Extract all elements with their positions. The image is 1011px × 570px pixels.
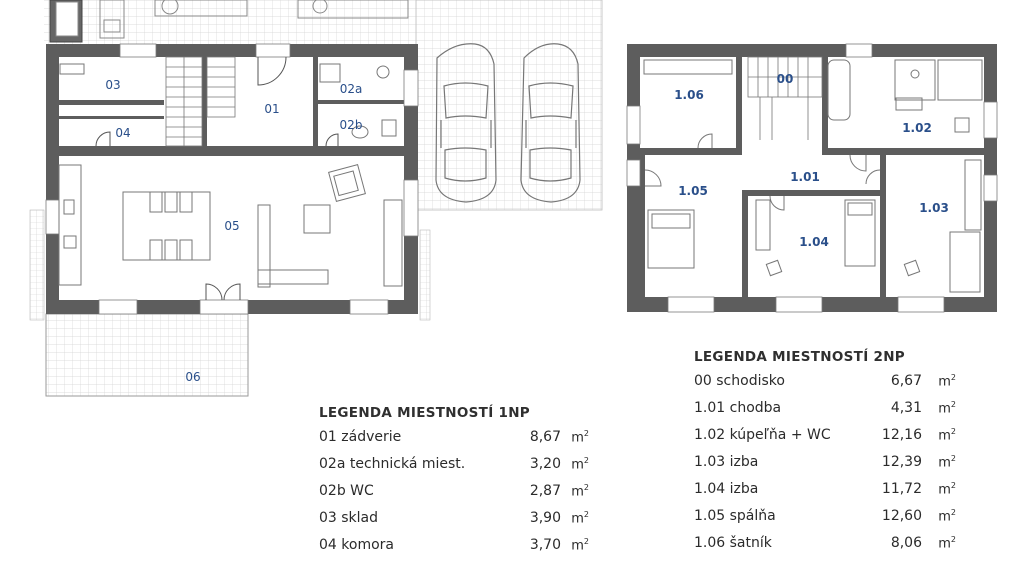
room-label: 02b <box>339 118 363 132</box>
legend-room-area: 2,87 <box>529 483 561 499</box>
legend-2np <box>694 349 960 562</box>
legend-row <box>694 427 960 454</box>
room-label: 1.02 <box>902 121 932 135</box>
legend-room-name: 1.04 izba <box>694 481 759 497</box>
legend-room-area: 11,72 <box>881 481 922 497</box>
legend-unit: $m^2$ <box>938 400 956 417</box>
room-label: 1.01 <box>790 170 820 184</box>
legend-room-name: 02a technická miest. <box>319 456 466 472</box>
legend-room-name: 1.02 kúpeľňa + WC <box>694 427 831 443</box>
legend-row <box>319 429 589 456</box>
room-label: 02a <box>339 82 363 96</box>
legend-room-area: 6,67 <box>890 373 922 389</box>
legend-row <box>694 508 960 535</box>
legend-row <box>694 454 960 481</box>
furniture-1np <box>59 64 402 287</box>
floor-plan-1np <box>30 0 602 396</box>
legend-room-name: 01 zádverie <box>319 429 402 445</box>
legend-row <box>694 373 960 400</box>
legend-room-area: 3,70 <box>529 537 561 553</box>
legend-row <box>319 483 589 510</box>
legend-room-area: 3,20 <box>529 456 561 472</box>
room-label: 06 <box>185 370 201 384</box>
legend-room-area: 12,39 <box>881 454 922 470</box>
legend-room-area: 12,16 <box>881 427 922 443</box>
legend-row <box>319 456 589 483</box>
room-label: 1.06 <box>674 88 704 102</box>
room-label: 1.04 <box>799 235 829 249</box>
legend-unit: $m^2$ <box>571 429 589 446</box>
legend-unit: $m^2$ <box>938 481 956 498</box>
legend-room-area: 4,31 <box>890 400 922 416</box>
legend-room-name: 00 schodisko <box>694 373 785 389</box>
legend-1np <box>319 405 589 564</box>
legend-unit: $m^2$ <box>938 454 956 471</box>
legend-room-area: 3,90 <box>529 510 561 526</box>
stairs-1np <box>166 57 235 146</box>
legend-room-area: 8,06 <box>890 535 922 551</box>
legend-room-name: 1.03 izba <box>694 454 759 470</box>
room-label: 01 <box>264 102 280 116</box>
legend-room-name: 1.05 spálňa <box>694 508 776 524</box>
legend-room-name: 1.01 chodba <box>694 400 782 416</box>
legend-row <box>694 481 960 508</box>
legend-unit: $m^2$ <box>938 373 956 390</box>
legend-unit: $m^2$ <box>938 427 956 444</box>
legend-row <box>319 510 589 537</box>
legend-row <box>694 535 960 562</box>
legend-room-name: 1.06 šatník <box>694 535 772 551</box>
legend-title: LEGENDA MIESTNOSTÍ 1NP <box>319 405 531 421</box>
legend-room-area: 8,67 <box>529 429 561 445</box>
room-labels-2np <box>674 72 949 249</box>
room-label: 05 <box>224 219 240 233</box>
room-label: 1.03 <box>919 201 949 215</box>
room-label: 03 <box>105 78 121 92</box>
legend-room-name: 02b WC <box>319 483 374 499</box>
legend-room-area: 12,60 <box>881 508 922 524</box>
stairs-2np <box>748 57 822 140</box>
terrace-paving <box>46 314 248 396</box>
legend-unit: $m^2$ <box>571 537 589 554</box>
doors-1np <box>96 57 338 300</box>
legend-room-name: 04 komora <box>319 537 394 553</box>
legend-unit: $m^2$ <box>571 510 589 527</box>
legend-unit: $m^2$ <box>938 535 956 552</box>
room-label: 04 <box>115 126 131 140</box>
driveway-paving <box>416 0 602 210</box>
side-paving-right <box>420 230 430 320</box>
room-label: 1.05 <box>678 184 708 198</box>
legend-unit: $m^2$ <box>938 508 956 525</box>
room-label: 00 <box>776 72 794 86</box>
legend-row <box>694 400 960 427</box>
legend-title: LEGENDA MIESTNOSTÍ 2NP <box>694 349 906 365</box>
legend-room-name: 03 sklad <box>319 510 379 526</box>
legend-unit: $m^2$ <box>571 483 589 500</box>
legend-unit: $m^2$ <box>571 456 589 473</box>
legend-row <box>319 537 589 564</box>
side-paving <box>30 210 44 320</box>
